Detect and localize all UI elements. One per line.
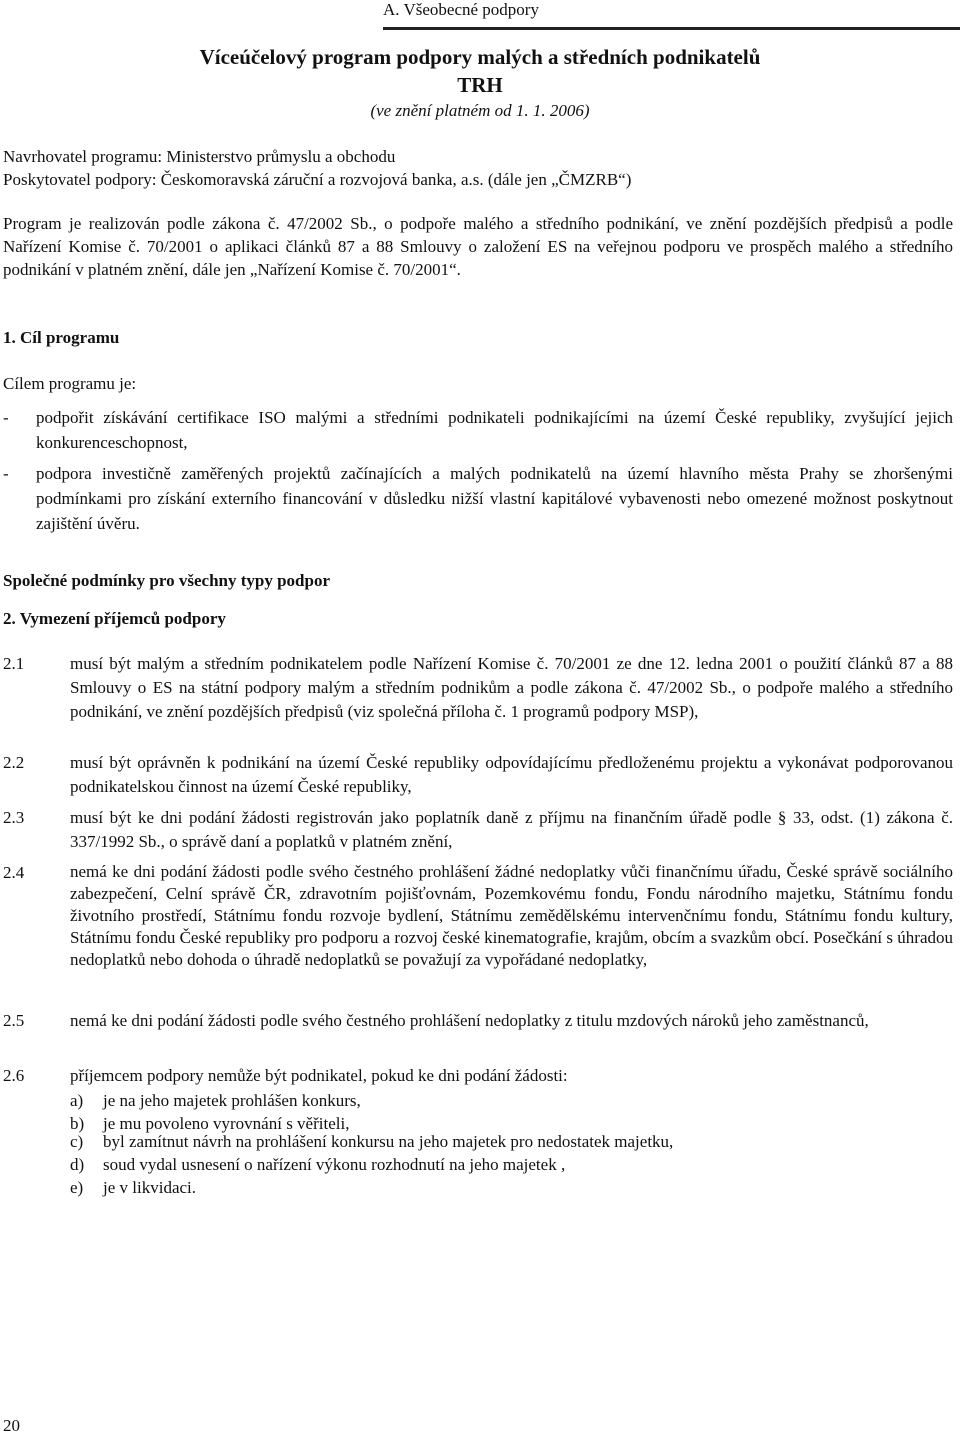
exclusion-item bbox=[70, 1177, 950, 1199]
document-title: Víceúčelový program podpory malých a středních podnikatelů bbox=[199, 45, 761, 69]
exclusion-text: je mu povoleno vyrovnání s věřiteli, bbox=[103, 1114, 350, 1133]
page-number: 20 bbox=[3, 1416, 20, 1435]
validity-note: (ve znění platném od 1. 1. 2006) bbox=[370, 101, 590, 120]
requirement-number: 2.4 bbox=[3, 863, 25, 882]
exclusion-letter: e) bbox=[70, 1178, 84, 1197]
exclusion-letter: b) bbox=[70, 1114, 85, 1133]
requirement-number: 2.6 bbox=[3, 1066, 25, 1085]
exclusion-text: je v likvidaci. bbox=[103, 1178, 197, 1197]
section-2-heading: 2. Vymezení příjemců podpory bbox=[3, 609, 226, 628]
running-header: A. Všeobecné podpory bbox=[383, 0, 539, 19]
requirement-number: 2.3 bbox=[3, 808, 25, 827]
requirement-number: 2.1 bbox=[3, 654, 25, 673]
exclusion-text: soud vydal usnesení o nařízení výkonu rozhodnutí na jeho majetek , bbox=[103, 1155, 566, 1174]
goal-item-text: podpora investičně zaměřených projektů začínajících a malých podnikatelů na území hlavního města Prahy se zhoršenými podmínkami pro získání externího financování v důsledku nižší vlastní kapitálové vybavenosti nebo omezené možnost poskytnout zajištění úvěru. bbox=[36, 464, 953, 533]
provider-line: Poskytovatel podpory: Českomoravská záruční a rozvojová banka, a.s. (dále jen „ČMZRB“) bbox=[3, 170, 632, 189]
goal-item-text: podpořit získávání certifikace ISO malými a středními podnikateli podnikajícími na území České republiky, zvyšující jejich konkurenceschopnost, bbox=[36, 408, 953, 452]
section-1-lead: Cílem programu je: bbox=[3, 374, 137, 393]
intro-paragraph: Program je realizován podle zákona č. 47/2002 Sb., o podpoře malého a středního podnikání, ve znění pozdějších předpisů a podle Nařízení Komise č. 70/2001 o aplikaci článků 87 a 88 Smlouvy o založení ES na veřejnou podporu ve prospěch malého a středního podnikání v platném znění, dále jen „Nařízení Komise č. 70/2001“. bbox=[3, 214, 953, 279]
requirement-number: 2.2 bbox=[3, 753, 25, 772]
exclusion-letter: c) bbox=[70, 1132, 84, 1151]
exclusion-text: je na jeho majetek prohlášen konkurs, bbox=[103, 1091, 361, 1110]
requirement-text: nemá ke dni podání žádosti podle svého čestného prohlášení žádné nedoplatky vůči finančnímu úřadu, České správě sociálního zabezpečení, Celní správě ČR, zdravotním pojišťovnám, Pozemkovému fondu, Fondu národního majetku, Státnímu fondu životního prostředí, Státnímu fondu rozvoje bydlení, Státnímu zemědělskému intervenčnímu fondu, Státnímu fondu kultury, Státnímu fondu České republiky pro podporu a rozvoj české kinematografie, krajům, obcím a svazkům obcí. Posečkání s úhradou nedoplatků nebo dohoda o úhradě nedoplatků se považují za vypořádané nedoplatky, bbox=[70, 862, 953, 969]
requirement-number: 2.5 bbox=[3, 1011, 25, 1030]
requirement-text: musí být malým a středním podnikatelem podle Nařízení Komise č. 70/2001 ze dne 12. ledna 2001 o použití článků 87 a 88 Smlouvy o ES na státní podpory malým a středním podnikům a podle zákona č. 47/2002 Sb., o podpoře malého a středního podnikání, ve znění pozdějších předpisů (viz společná příloha č. 1 programů podpory MSP), bbox=[70, 654, 953, 721]
exclusion-letter: d) bbox=[70, 1155, 85, 1174]
requirement-text: nemá ke dni podání žádosti podle svého čestného prohlášení nedoplatky z titulu mzdových nároků jeho zaměstnanců, bbox=[70, 1011, 869, 1030]
requirement-text: musí být ke dni podání žádosti registrován jako poplatník daně z příjmu na finančním úřadě podle § 33, odst. (1) zákona č. 337/1992 Sb., o správě daní a poplatků v platném znění, bbox=[70, 808, 953, 851]
document-title-acronym: TRH bbox=[457, 73, 503, 97]
list-dash: - bbox=[3, 408, 9, 427]
exclusion-letter: a) bbox=[70, 1091, 84, 1110]
exclusion-item bbox=[70, 1131, 950, 1153]
section-1-heading: 1. Cíl programu bbox=[3, 328, 120, 347]
list-dash: - bbox=[3, 464, 9, 483]
exclusion-item bbox=[70, 1154, 950, 1176]
header-rule bbox=[383, 27, 960, 30]
requirement-text: příjemcem podpory nemůže být podnikatel, pokud ke dni podání žádosti: bbox=[70, 1066, 568, 1085]
exclusion-item bbox=[70, 1090, 950, 1112]
exclusion-text: byl zamítnut návrh na prohlášení konkursu na jeho majetek pro nedostatek majetku, bbox=[103, 1132, 674, 1151]
proposer-line: Navrhovatel programu: Ministerstvo průmyslu a obchodu bbox=[3, 147, 396, 166]
requirement-text: musí být oprávněn k podnikání na území České republiky odpovídajícímu předloženému projektu a vykonávat podporovanou podnikatelskou činnost na území České republiky, bbox=[70, 753, 953, 796]
common-conditions-heading: Společné podmínky pro všechny typy podpor bbox=[3, 571, 331, 590]
